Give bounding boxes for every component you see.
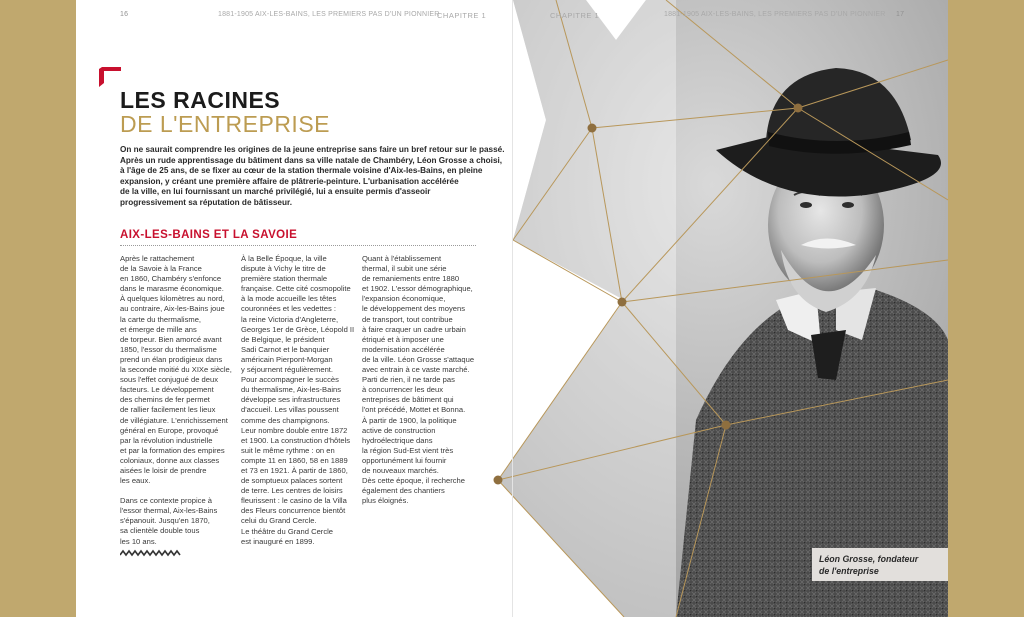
intro-paragraph [120,145,505,209]
column-line: l'essor thermal, Aix-les-Bains [120,506,218,516]
column-line: fleurissent : le casino de la Villa [241,496,347,506]
page-title-line1: LES RACINES [120,87,281,113]
column-line: celui du Grand Cercle. [241,516,317,526]
corner-mark-icon [99,67,121,87]
column-line: sous l'effet conjugué de deux [120,375,218,385]
column-line: coloniaux, donne aux classes [120,455,220,465]
column-line: américain Pierpont-Morgan [241,354,333,364]
column-line: à la mode accueille les têtes [241,294,337,304]
column-line: Parti de rien, il ne tarde pas [362,375,455,385]
column-line: Après le rattachement [120,254,195,263]
column-line: de la ville. Léon Grosse s'attaque [362,354,475,364]
page-gutter [512,0,513,617]
column-line: française. Cette cité cosmopolite [241,284,351,294]
left-page-number: 16 [120,11,129,18]
column-line: des chemins de fer permet [120,395,210,405]
column-line: s'épanouit. Jusqu'en 1870, [120,516,210,526]
column-line: active de construction [362,425,436,435]
column-line: par la révolution industrielle [120,435,213,445]
column-line: les 10 ans. [120,536,157,546]
column-line: de terre. Les centres de loisirs [241,486,343,496]
column-line: est inauguré en 1899. [241,536,315,546]
intro-line: expansion, y créant une première affaire de plâtrerie-peinture. L'urbanisation accélérée [120,176,459,186]
column-line: de nouveaux marchés. [362,465,439,475]
caption-line2: de l'entreprise [819,566,879,576]
column-line: suit le même rythme : on en [241,445,335,455]
column-line: entreprises de bâtiment qui [362,395,454,405]
column-line: au contraire, Aix-les-Bains joue [120,304,225,314]
column-line: du thermalisme, Aix-les-Bains [241,385,342,395]
intro-line: progressivement sa réputation de bâtisseur. [120,197,292,207]
column-line: facteurs. Le développement [120,385,214,395]
column-line: et 1900. La construction d'hôtels [241,435,351,445]
column-line: Georges 1er de Grèce, Léopold II [241,324,355,334]
column-line: la carte du thermalisme, [120,314,202,324]
column-line: le développement des moyens [362,304,466,314]
column-line: Pour accompagner le succès [241,375,339,385]
column-line [120,486,232,496]
column-line: également des chantiers [362,486,445,496]
column-line: la reine Victoria d'Angleterre, [241,314,339,324]
column-line: Quant à l'établissement [362,254,442,263]
book-spread [76,0,948,617]
column-line: et émerge de mille ans [120,324,197,334]
column-line: première station thermale [241,274,328,284]
section-heading: AIX-LES-BAINS ET LA SAVOIE [120,229,298,241]
column-line: de remaniements entre 1880 [362,274,460,284]
column-line: à concurrencer les deux [362,385,444,395]
intro-line: On ne saurait comprendre les origines de la jeune entreprise sans faire un bref retour sur le passé. [120,145,505,154]
column-line: prend un élan prodigieux dans [120,354,223,364]
column-line: de la Savoie à la France [120,264,202,274]
column-line: en 1860, Chambéry s'enfonce [120,274,222,284]
column-line: de Belgique, le président [241,334,325,344]
column-line: y séjournent régulièrement. [241,365,334,375]
column-line: la seconde moitié du XIXe siècle, [120,365,232,375]
column-line: étriqué et à imposer une [362,334,444,344]
column-line: À la Belle Époque, la ville [241,254,327,263]
column-line: compte 11 en 1860, 58 en 1889 [241,455,348,465]
column-line: aisées le loisir de prendre [120,465,207,475]
column-line: de villégiature. L'enrichissement [120,415,228,425]
column-line: 1850, l'essor du thermalisme [120,344,217,354]
column-line: et 73 en 1921. À partir de 1860, [241,465,348,475]
column-line: l'ont précédé, Mottet et Bonna. [362,405,466,415]
right-page-number: 17 [896,11,905,18]
column-line: les eaux. [120,476,151,486]
page-title-line2: DE L'ENTREPRISE [120,111,330,137]
column-line: plus éloignés. [362,496,409,506]
column-line: Le théâtre du Grand Cercle [241,526,334,536]
column-line: Dès cette époque, il recherche [362,476,465,486]
intro-line: Après un rude apprentissage du bâtiment dans sa ville natale de Chambéry, Léon Grosse a choisi, [120,155,503,165]
column-line: d'accueil. Les villas poussent [241,405,339,415]
column-line: la région Sud-Est vient très [362,445,454,455]
column-line: à faire craquer un cadre urbain [362,324,466,334]
column-line: À partir de 1900, la politique [362,415,457,425]
column-line: général en Europe, provoqué [120,425,219,435]
right-running-title: 1881-1905 AIX-LES-BAINS, LES PREMIERS PAS D'UN PIONNIER [664,11,886,18]
column-line: de rallier facilement les lieux [120,405,216,415]
column-line: hydroélectrique dans [362,435,433,445]
column-line: développe ses infrastructures [241,395,341,405]
right-margin-band [948,0,1024,617]
text-column-2 [241,254,354,547]
left-margin-band [0,0,76,617]
column-line: de transport, tout contribue [362,314,453,324]
column-line: l'expansion économique, [362,294,446,304]
left-running-title: 1881-1905 AIX-LES-BAINS, LES PREMIERS PAS D'UN PIONNIER [218,11,440,18]
column-line: Sadi Carnot et le banquier [241,344,330,354]
column-line: Dans ce contexte propice à [120,496,213,506]
column-line: opportunément lui fournir [362,455,447,465]
left-chapter-label: CHAPITRE 1 [437,11,487,20]
right-chapter-label: CHAPITRE 1 [550,11,600,20]
zigzag-ornament-icon [120,549,182,557]
column-line: thermal, il subit une série [362,264,447,274]
column-line: et par la formation des empires [120,445,225,455]
photo-caption [812,548,948,581]
text-column-3 [362,254,474,506]
column-line: et 1902. L'essor démographique, [362,284,473,294]
column-line: couronnées et les vedettes : [241,304,336,314]
text-column-1 [120,254,232,547]
column-line: comme des champignons. [241,415,330,425]
intro-line: à l'âge de 25 ans, de se fixer au cœur de la station thermale voisine d'Aix-les-Bains, en pleine [120,166,483,176]
column-line: À quelques kilomètres au nord, [120,294,225,304]
column-line: de torpeur. Bien amorcé avant [120,334,222,344]
column-line: avec entrain à ce vaste marché. [362,365,470,375]
column-line: dispute à Vichy le titre de [241,264,326,274]
intro-line: de la ville, en lui fournissant un marché privilégié, lui a ensuite permis d'asseoir [120,187,431,197]
caption-line1: Léon Grosse, fondateur [819,554,919,564]
column-line: modernisation accélérée [362,344,445,354]
column-line: Leur nombre double entre 1872 [241,425,348,435]
column-line: sa clientèle double tous [120,526,200,536]
section-divider [120,245,476,246]
column-line: de somptueux palaces sortent [241,476,343,486]
column-line: dans le marasme économique. [120,284,224,294]
column-line: des Fleurs concurrence bientôt [241,506,346,516]
